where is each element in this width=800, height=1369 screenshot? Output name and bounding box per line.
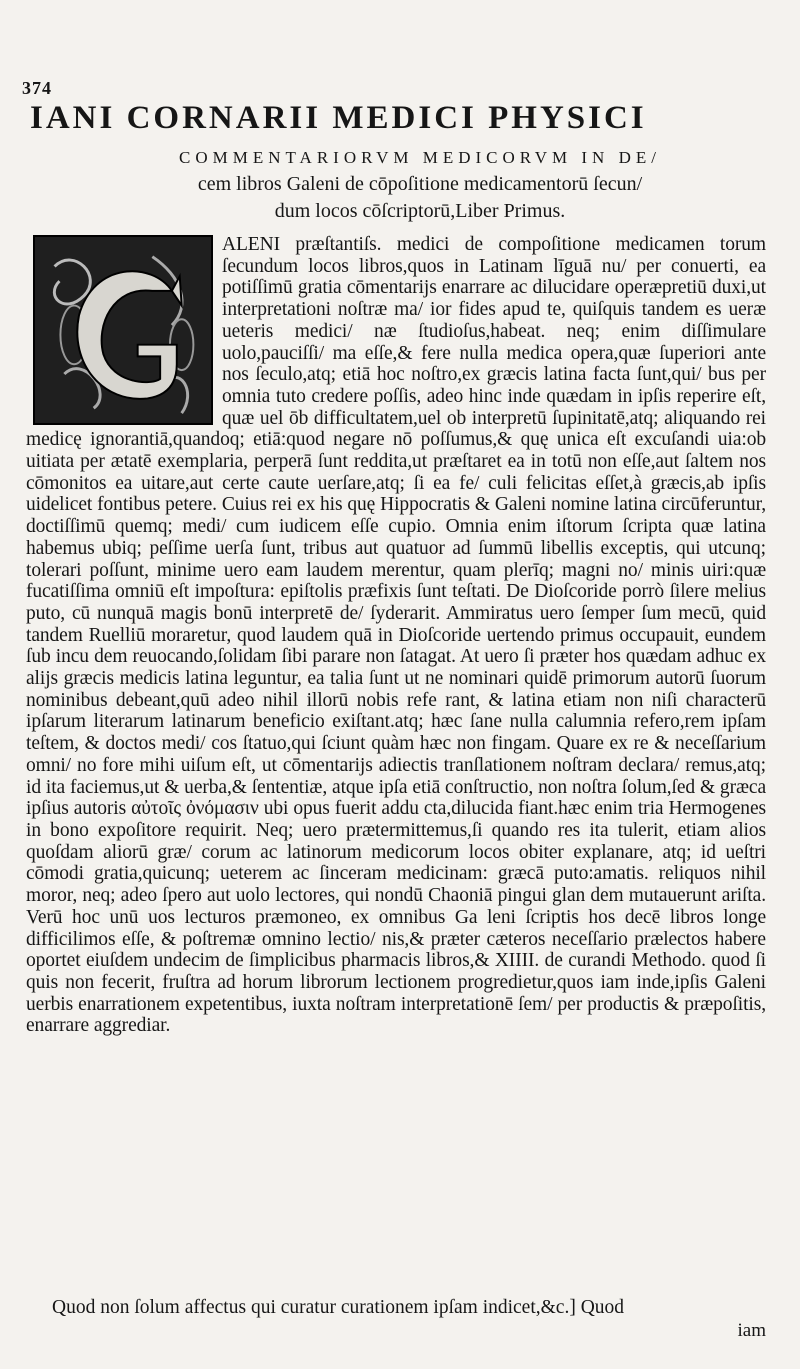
page-title: IANI CORNARII MEDICI PHYSICI <box>30 100 647 136</box>
lemma-line: Quod non ſolum affectus qui curatur curationem ipſam indicet,&c.] Quod <box>52 1297 625 1318</box>
subtitle-line-1: COMMENTARIORVM MEDICORVM IN DE/ <box>179 148 661 167</box>
initial-spacer <box>26 234 222 428</box>
subtitle-line-2: cem libros Galeni de cōpoſitione medicamentorū ſecun/ <box>197 173 643 195</box>
page-number: 374 <box>22 78 52 98</box>
body-paragraph: ALENI præſtantiſs. medici de compoſitione medicamen torum ſecundum locos libros,quos in Latinam līguā nu/ per conuerti, ea potiſſimū gratia cōmentarijs enarrare ac dilucidare operæpretiū duxi,ut interpretationi noſtræ ma/ ior fides apud te, quiſquis tandem es ueræ ueteris medici/ næ ſtudioſus,habeat. neq; enim diſſimulare uolo,pauciſſi/ ma eſſe,& fere nulla medica opera,quæ ſuperiori ante nos ſeculo,atq; etiā hoc noſtro,ex græcis latina facta ſunt,qui/ bus per omnia tuto credere poſſis, adeo hinc inde quædam in ipſis reperire eſt, quæ uel ōb difficultatem,uel ob interpretū ſupinitatē,atq; aliquando rei medicę ignorantiā,quandoq; etiā:quod negare nō poſſumus,& quę unica eſt excuſandi uia:ob uitiata per ætatē exemplaria, perperā ſunt reddita,ut præſtaret ea in totū non eſſe,aut ſaltem nos cōmonitos ea uitare,aut certe caute uerſare,atq; ſi ea fe/ culi felicitas eſſet,à græcis,ab ipſis uidelicet fontibus petere. Cuius rei ex his quę Hippocratis & Galeni nomine latina circūferuntur, doctiſſimū quemq; medi/ cum iudicem eſſe cupio. Omnia enim iſtorum ſcripta quæ latina habemus ubiq; peſſime uerſa ſunt, tribus aut quatuor ad ſummū libellis exceptis, qui utcunq; tolerari poſſunt, minime uero eam laudem merentur, quam plerīq; magni no/ minis uiri:quæ fucatiſſima omniū eſt impoſtura: epiſtolis præfixis ſunt teſtati. De Dioſcoride porrò ſilere melius puto, cū nunquā magis bonū interpretē de/ ſyderarit. Ammiratus uero ſemper ſum mecū, quid tandem Ruelliū moraretur, quod laudem quā in Dioſcoride uertendo primus occupauit, eundem ſub incu dem reuocando,ſolidam ſibi parare non ſatagat. At uero ſi præter hos quædam adhuc ex alijs græcis medicis latina leguntur, ea talia ſunt ut ne nominari quidē primorum autorū ſuorum nominibus debeant,quū adeo nihil illorū nobis refe rant, & latina etiam non niſi characterū ipſarum literarum latinarum beneficio exiſtant.atq; hæc ſane nulla calumnia refero,rem ipſam teſtem, & doctos medi/ cos ſtatuo,qui ſciunt quàm hæc non fingam. Quare ex re & neceſſarium omni/ no fore mihi uiſum eſt, ut cōmentarijs adiectis tranſlationem noſtram declara/ remus,atq; id ita faciemus,ut & uerba,& ſententiæ, atque ipſa etiā conſtructio, non noſtra ſolum,ſed & græca ipſius autoris αὐτοῖς ὀνόμασιν ubi opus fuerit addu cta,dilucida fiant.hæc enim tria Hermogenes in bono expoſitore requirit. Neq; uero prætermittemus,ſi quando res ita tulerit, etiam alios quoſdam aliorū græ/ corum ac latinorum medicorum locos obiter explanare, atq; id ueſtri cōmodi gratia,quicunq; ueterem ac ſinceram medicinam: græcā puto:amatis. reliquos nihil moror, neq; adeo ſpero aut uolo lectores, qui nondū Chaoniā pingui glan dem mutauerunt ariſta. Verū hoc unū uos lecturos præmoneo, ex omnibus Ga leni ſcriptis hos decē libros longe difficilimos eſſe, & poſtremæ omnino lectio/ nis,& præter cæteros neceſſario prælectos habere oportet eiuſdem undecim de ſimplicibus pharmacis libros,& XIIII. de curandi Methodo. quod ſi quis non fecerit, fruſtra ad horum librorum lectionem progredietur,quos iam inde,ipſis Galeni uerbis enarrationem expetentibus, iuxta noſtram interpretationē ſem/ per productis & præpoſitis, enarrare aggrediar. <box>26 234 766 1037</box>
subtitle <box>70 144 770 225</box>
subtitle-line-3: dum locos cōſcriptorū,Liber Primus. <box>274 200 566 222</box>
main-text <box>26 234 766 1037</box>
catchword: iam <box>737 1320 766 1341</box>
